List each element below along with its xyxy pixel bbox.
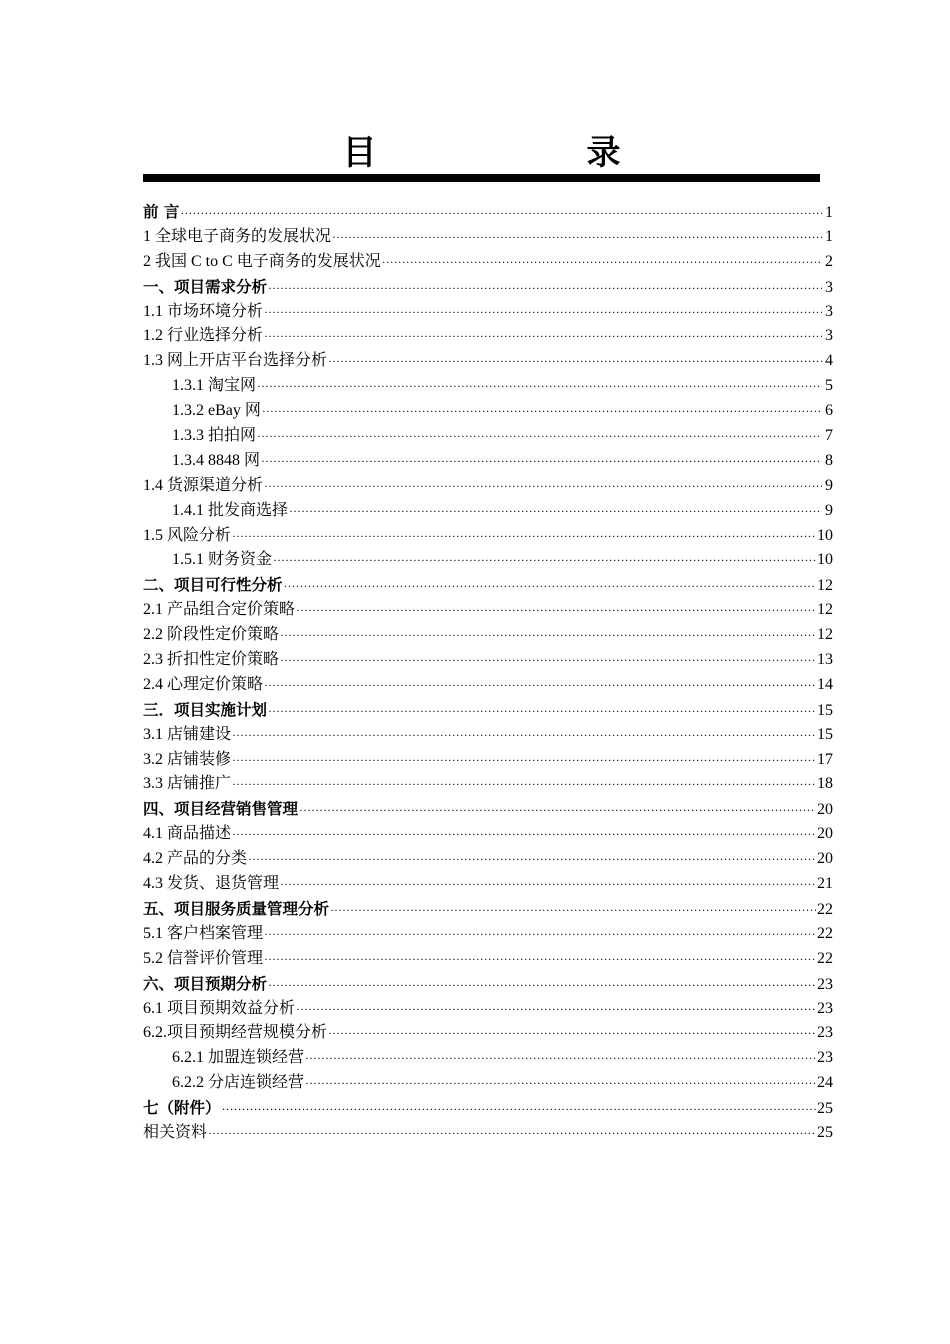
toc-entry-page-number: 14 xyxy=(817,675,833,693)
toc-entry[interactable] xyxy=(143,548,833,573)
toc-entry-page-number: 3 xyxy=(825,278,833,296)
toc-entry-page-number: 24 xyxy=(817,1074,833,1092)
toc-entry-page-number: 4 xyxy=(825,352,833,370)
toc-entry[interactable] xyxy=(143,424,833,449)
toc-entry-label: 1.4 货源渠道分析 xyxy=(143,476,264,494)
toc-entry[interactable] xyxy=(143,1071,833,1096)
toc-entry-page-number: 1 xyxy=(825,227,833,245)
toc-entry-label: 1.3.3 拍拍网 xyxy=(172,427,257,445)
toc-entry-label: 1.5 风险分析 xyxy=(143,526,232,544)
toc-entry[interactable] xyxy=(143,972,833,997)
toc-dot-leader xyxy=(280,623,816,648)
toc-entry-label: 1.3 网上开店平台选择分析 xyxy=(143,352,328,370)
toc-entry-page-number: 1 xyxy=(825,204,833,221)
toc-dot-leader xyxy=(273,548,816,573)
toc-entry[interactable] xyxy=(143,723,833,748)
toc-entry-label: 6.2.1 加盟连锁经营 xyxy=(172,1049,305,1067)
toc-entry[interactable] xyxy=(143,698,833,723)
toc-entry[interactable] xyxy=(143,872,833,897)
toc-entry[interactable] xyxy=(143,200,833,225)
toc-dot-leader xyxy=(261,449,822,474)
toc-entry-page-number: 23 xyxy=(817,975,833,993)
toc-entry-page-number: 2 xyxy=(825,252,833,270)
toc-dot-leader xyxy=(264,324,822,349)
toc-entry-page-number: 6 xyxy=(825,402,833,420)
toc-entry-label: 相关资料 xyxy=(143,1123,208,1141)
toc-entry-label: 1.4.1 批发商选择 xyxy=(172,501,289,519)
toc-dot-leader xyxy=(232,524,816,549)
toc-entry-label: 4.3 发货、退货管理 xyxy=(143,875,280,893)
toc-entry-label: 6.2.2 分店连锁经营 xyxy=(172,1074,305,1092)
toc-entry[interactable] xyxy=(143,300,833,325)
toc-entry-page-number: 9 xyxy=(825,476,833,494)
toc-entry-label: 4.1 商品描述 xyxy=(143,825,232,843)
toc-entry[interactable] xyxy=(143,847,833,872)
toc-entry-page-number: 20 xyxy=(817,850,833,868)
toc-entry-page-number: 10 xyxy=(817,526,833,544)
toc-entry[interactable] xyxy=(143,1046,833,1071)
toc-dot-leader xyxy=(180,201,822,226)
toc-entry-label: 1.3.1 淘宝网 xyxy=(172,377,257,395)
toc-entry-label: 1.1 市场环境分析 xyxy=(143,302,264,320)
toc-dot-leader xyxy=(257,374,822,399)
toc-entry[interactable] xyxy=(143,1021,833,1046)
toc-entry[interactable] xyxy=(143,225,833,250)
toc-entry[interactable] xyxy=(143,573,833,598)
toc-entry-label: 6.2.项目预期经营规模分析 xyxy=(143,1024,328,1042)
toc-entry-label: 4.2 产品的分类 xyxy=(143,850,248,868)
toc-entry-page-number: 5 xyxy=(825,377,833,395)
toc-entry-page-number: 17 xyxy=(817,750,833,768)
toc-entry-page-number: 15 xyxy=(817,701,833,719)
toc-entry[interactable] xyxy=(143,772,833,797)
toc-entry-page-number: 18 xyxy=(817,775,833,793)
toc-entry[interactable] xyxy=(143,623,833,648)
toc-entry-page-number: 10 xyxy=(817,551,833,569)
toc-dot-leader xyxy=(248,847,816,872)
toc-entry[interactable] xyxy=(143,449,833,474)
toc-entry-page-number: 20 xyxy=(817,801,833,819)
toc-entry-page-number: 7 xyxy=(825,427,833,445)
toc-dot-leader xyxy=(268,973,816,998)
toc-dot-leader xyxy=(264,922,816,947)
toc-dot-leader xyxy=(305,1046,816,1071)
toc-dot-leader xyxy=(232,748,816,773)
toc-entry[interactable] xyxy=(143,598,833,623)
toc-entry[interactable] xyxy=(143,673,833,698)
toc-dot-leader xyxy=(284,574,816,599)
toc-entry-label: 1.5.1 财务资金 xyxy=(172,551,273,569)
toc-entry-page-number: 12 xyxy=(817,626,833,644)
toc-entry-label: 2.1 产品组合定价策略 xyxy=(143,601,296,619)
toc-entry[interactable] xyxy=(143,349,833,374)
toc-entry-label: 前 言 xyxy=(143,203,180,221)
toc-entry-label: 二、项目可行性分析 xyxy=(143,576,283,595)
toc-entry-label: 3.3 店铺推广 xyxy=(143,775,232,793)
toc-entry[interactable] xyxy=(143,250,833,275)
toc-entry-label: 七（附件） xyxy=(143,1099,221,1118)
toc-title: 目 录 xyxy=(342,133,709,173)
toc-dot-leader xyxy=(232,822,816,847)
toc-entry-page-number: 23 xyxy=(817,999,833,1017)
toc-entry[interactable] xyxy=(143,474,833,499)
toc-dot-leader xyxy=(330,898,816,923)
toc-dot-leader xyxy=(280,872,816,897)
toc-dot-leader xyxy=(264,673,816,698)
toc-entry-label: 1.3.4 8848 网 xyxy=(172,451,261,469)
toc-entry[interactable] xyxy=(143,822,833,847)
toc-entry-label: 2.4 心理定价策略 xyxy=(143,675,264,693)
toc-dot-leader xyxy=(280,648,816,673)
toc-entry-page-number: 8 xyxy=(825,451,833,469)
toc-entry-page-number: 22 xyxy=(817,900,833,918)
toc-entry-label: 1 全球电子商务的发展状况 xyxy=(143,227,332,245)
toc-entry[interactable] xyxy=(143,997,833,1022)
toc-entry-label: 2.3 折扣性定价策略 xyxy=(143,651,280,669)
toc-dot-leader xyxy=(264,947,816,972)
toc-entry-page-number: 3 xyxy=(825,327,833,345)
toc-entry-page-number: 21 xyxy=(817,875,833,893)
toc-entry-label: 四、项目经营销售管理 xyxy=(143,800,299,819)
toc-entry-label: 3.1 店铺建设 xyxy=(143,725,232,743)
toc-entry-page-number: 12 xyxy=(817,577,833,595)
toc-entry-label: 1.3.2 eBay 网 xyxy=(172,402,261,420)
title-underline-rule xyxy=(143,174,820,182)
toc-entry-page-number: 25 xyxy=(817,1100,833,1118)
toc-dot-leader xyxy=(305,1071,816,1096)
toc-entry[interactable] xyxy=(143,648,833,673)
toc-entry[interactable] xyxy=(143,324,833,349)
toc-dot-leader xyxy=(382,250,822,275)
toc-entry[interactable] xyxy=(143,748,833,773)
toc-entry-page-number: 23 xyxy=(817,1049,833,1067)
toc-entry-page-number: 15 xyxy=(817,725,833,743)
toc-dot-leader xyxy=(264,474,822,499)
toc-entry[interactable] xyxy=(143,374,833,399)
toc-entry[interactable] xyxy=(143,1096,833,1121)
toc-entry-label: 2.2 阶段性定价策略 xyxy=(143,626,280,644)
toc-entry[interactable] xyxy=(143,1121,833,1146)
toc-entry[interactable] xyxy=(143,499,833,524)
toc-dot-leader xyxy=(296,997,816,1022)
toc-entry-label: 6.1 项目预期效益分析 xyxy=(143,999,296,1017)
toc-dot-leader xyxy=(328,1021,816,1046)
toc-entry-page-number: 23 xyxy=(817,1024,833,1042)
toc-entry-label: 3.2 店铺装修 xyxy=(143,750,232,768)
toc-dot-leader xyxy=(232,723,816,748)
toc-entry[interactable] xyxy=(143,922,833,947)
toc-entry-page-number: 22 xyxy=(817,924,833,942)
toc-entry-page-number: 3 xyxy=(825,302,833,320)
toc-entry[interactable] xyxy=(143,275,833,300)
toc-entry[interactable] xyxy=(143,399,833,424)
toc-dot-leader xyxy=(299,798,816,823)
toc-entry-page-number: 13 xyxy=(817,651,833,669)
toc-dot-leader xyxy=(232,772,816,797)
toc-entry-label: 5.1 客户档案管理 xyxy=(143,924,264,942)
toc-dot-leader xyxy=(332,225,822,250)
toc-entry-page-number: 9 xyxy=(825,501,833,519)
toc-entry-label: 六、项目预期分析 xyxy=(143,974,268,993)
toc-entry-page-number: 12 xyxy=(817,601,833,619)
toc-entry-label: 五、项目服务质量管理分析 xyxy=(143,899,330,918)
toc-entry-label: 2 我国 C to C 电子商务的发展状况 xyxy=(143,252,381,270)
toc-entry[interactable] xyxy=(143,524,833,549)
toc-entry-page-number: 22 xyxy=(817,949,833,967)
toc-dot-leader xyxy=(222,1097,816,1122)
toc-dot-leader xyxy=(328,349,822,374)
toc-list xyxy=(143,200,833,1146)
toc-entry[interactable] xyxy=(143,797,833,822)
toc-dot-leader xyxy=(264,300,822,325)
toc-dot-leader xyxy=(296,598,816,623)
toc-entry[interactable] xyxy=(143,897,833,922)
toc-entry-page-number: 25 xyxy=(817,1123,833,1141)
toc-dot-leader xyxy=(208,1121,816,1146)
toc-entry[interactable] xyxy=(143,947,833,972)
toc-entry-label: 一、项目需求分析 xyxy=(143,277,268,296)
toc-entry-label: 1.2 行业选择分析 xyxy=(143,327,264,345)
toc-entry-page-number: 20 xyxy=(817,825,833,843)
toc-dot-leader xyxy=(268,699,816,724)
toc-dot-leader xyxy=(257,424,822,449)
toc-dot-leader xyxy=(289,499,822,524)
toc-entry-label: 5.2 信誉评价管理 xyxy=(143,949,264,967)
toc-dot-leader xyxy=(262,399,822,424)
toc-entry-label: 三．项目实施计划 xyxy=(143,700,268,719)
toc-dot-leader xyxy=(268,276,822,301)
